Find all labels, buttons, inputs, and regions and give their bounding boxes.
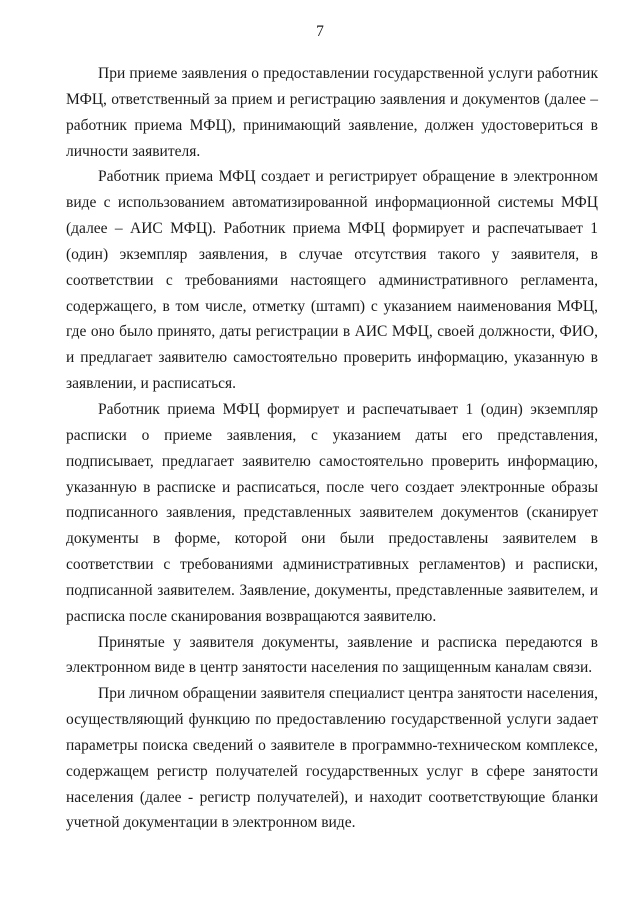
- document-body: [66, 61, 598, 836]
- paragraph-5: При личном обращении заявителя специалист центра занятости населения, осуществляющий функцию по предоставлению государственной услуги задает параметры поиска сведений о заявителе в программно-техническом комплексе, содержащем регистр получателей государственных услуг в сфере занятости населения (далее - регистр получателей), и находит соответствующие бланки учетной документации в электронном виде.: [66, 685, 598, 832]
- paragraph-4: Принятые у заявителя документы, заявление и расписка передаются в электронном виде в центр занятости населения по защищенным каналам связи.: [66, 633, 598, 677]
- paragraph-2: Работник приема МФЦ создает и регистрирует обращение в электронном виде с использованием автоматизированной информационной системы МФЦ (далее – АИС МФЦ). Работник приема МФЦ формирует и распечатывает 1 (один) экземпляр заявления, в случае отсутствия такого у заявителя, в соответствии с требованиями настоящего административного регламента, содержащего, в том числе, отметку (штамп) с указанием наименования МФЦ, где оно было принято, даты регистрации в АИС МФЦ, своей должности, ФИО, и предлагает заявителю самостоятельно проверить информацию, указанную в заявлении, и расписаться.: [66, 168, 598, 393]
- paragraph-1: При приеме заявления о предоставлении государственной услуги работник МФЦ, ответственный за прием и регистрацию заявления и документов (далее – работник приема МФЦ), принимающий заявление, должен удостовериться в личности заявителя.: [66, 65, 598, 160]
- page-number: 7: [316, 23, 324, 40]
- paragraph-3: Работник приема МФЦ формирует и распечатывает 1 (один) экземпляр расписки о приеме заявления, с указанием даты его представления, подписывает, предлагает заявителю самостоятельно проверить информацию, указанную в расписке и расписаться, после чего создает электронные образы подписанного заявления, представленных заявителем документов (сканирует документы в форме, которой они были предоставлены заявителем в соответствии с требованиями административных регламентов) и расписки, подписанной заявителем. Заявление, документы, представленные заявителем, и расписка после сканирования возвращаются заявителю.: [66, 400, 598, 625]
